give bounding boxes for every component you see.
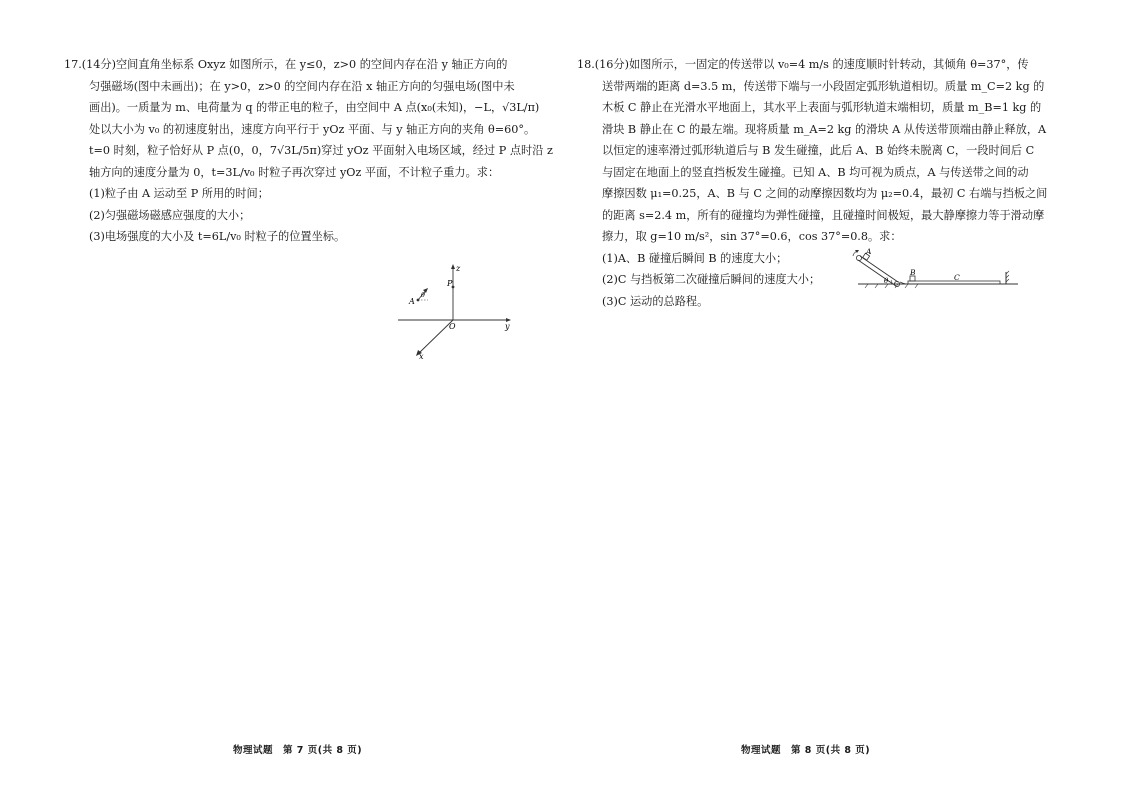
label-c: C: [954, 273, 960, 282]
problem-18-line-4: 滑块 B 静止在 C 的最左端。现将质量 m_A=2 kg 的滑块 A 从传送带顶端由静止释放，A: [602, 122, 1047, 136]
z-label: z: [456, 264, 461, 273]
problem-17-text-1: (14分)空间直角坐标系 Oxyz 如图所示，在 y≤0，z>0 的空间内存在沿 y 轴正方向的: [81, 58, 508, 71]
theta-label: θ: [421, 291, 425, 299]
problem-17-line-1: [64, 54, 522, 76]
problem-17-question-2: (2)匀强磁场磁感应强度的大小；: [89, 208, 251, 222]
problem-18-line-8: 的距离 s=2.4 m，所有的碰撞均为弹性碰撞，且碰撞时间极短，最大静摩擦力等于滑动摩: [602, 208, 1045, 222]
problem-18-line-6: 与固定在地面上的竖直挡板发生碰撞。已知 A、B 均可视为质点，A 与传送带之间的动: [602, 165, 1029, 179]
label-a: A: [866, 248, 872, 256]
page-right: [562, 0, 1125, 800]
x-axis: [418, 320, 453, 354]
conveyor-figure: [848, 248, 1018, 296]
coordinate-figure: [396, 262, 520, 362]
conveyor-top-edge: [860, 256, 898, 282]
problem-18-question-3: (3)C 运动的总路程。: [602, 294, 709, 308]
problem-17-line-5: t=0 时刻，粒子恰好从 P 点(0，0，7√3L/5π)穿过 yOz 平面射入电场区域，经过 P 点时沿 z: [89, 144, 553, 157]
problem-18-line-1: [577, 54, 1029, 76]
problem-18-text-1: (16分)如图所示，一固定的传送带以 v₀=4 m/s 的速度顺时针转动，其倾角 θ=37°，传: [594, 58, 1029, 71]
problem-18-question-2: (2)C 与挡板第二次碰撞后瞬间的速度大小；: [602, 273, 821, 286]
problem-17-question-3: (3)电场强度的大小及 t=6L/v₀ 时粒子的位置坐标。: [89, 230, 346, 243]
problem-17-question-1: (1)粒子由 A 运动至 P 所用的时间；: [89, 187, 269, 200]
page-left: [0, 0, 560, 800]
problem-17-number: 17.: [64, 58, 82, 71]
problem-17: [64, 54, 553, 248]
z-arrow-icon: [451, 264, 455, 269]
problem-17-line-2: 匀强磁场(图中未画出)；在 y>0，z>0 的空间内存在沿 x 轴正方向的匀强电场(图中未: [89, 79, 515, 93]
problem-18-question-1: (1)A、B 碰撞后瞬间 B 的速度大小；: [602, 251, 788, 265]
footer-page-8: 物理试题 第 8 页(共 8 页): [741, 745, 871, 756]
footer-page-7: 物理试题 第 7 页(共 8 页): [233, 745, 363, 756]
problem-18-line-3: 木板 C 静止在光滑水平地面上，其水平上表面与弧形轨道末端相切，质量 m_B=1 kg 的: [602, 101, 1042, 114]
problem-17-line-6: 轴方向的速度分量为 0，t=3L/v₀ 时粒子再次穿过 yOz 平面，不计粒子重力。求：: [89, 165, 500, 179]
p-label: P: [447, 279, 453, 288]
problem-17-line-4: 处以大小为 v₀ 的初速度射出，速度方向平行于 yOz 平面、与 y 轴正方向的夹角 θ=60°。: [89, 122, 536, 136]
x-label: x: [419, 352, 424, 361]
problem-18-line-5: 以恒定的速率滑过弧形轨道后与 B 发生碰撞，此后 A、B 始终未脱离 C，一段时间后 C: [602, 144, 1035, 157]
problem-18-line-9: 擦力，取 g=10 m/s²，sin 37°=0.6，cos 37°=0.8。求：: [602, 230, 902, 243]
a-label: A: [409, 297, 415, 306]
problem-17-line-3: 画出)。一质量为 m、电荷量为 q 的带正电的粒子，由空间中 A 点(x₀(未知)，−L，√3L/π): [89, 101, 540, 114]
problem-18-line-7: 摩擦因数 μ₁=0.25，A、B 与 C 之间的动摩擦因数均为 μ₂=0.4，最初 C 右端与挡板之间: [602, 187, 1048, 200]
y-label: y: [505, 322, 510, 331]
ground-hatch: [865, 284, 918, 288]
conveyor-bottom-edge: [858, 260, 896, 286]
label-theta: θ: [884, 277, 889, 285]
problem-18-line-2: 送带两端的距离 d=3.5 m，传送带下端与一小段固定弧形轨道相切。质量 m_C=2 kg 的: [602, 79, 1045, 93]
top-pulley: [856, 255, 861, 260]
label-b: B: [910, 268, 916, 277]
problem-18-number: 18.: [577, 58, 595, 71]
origin-label: O: [449, 322, 456, 331]
